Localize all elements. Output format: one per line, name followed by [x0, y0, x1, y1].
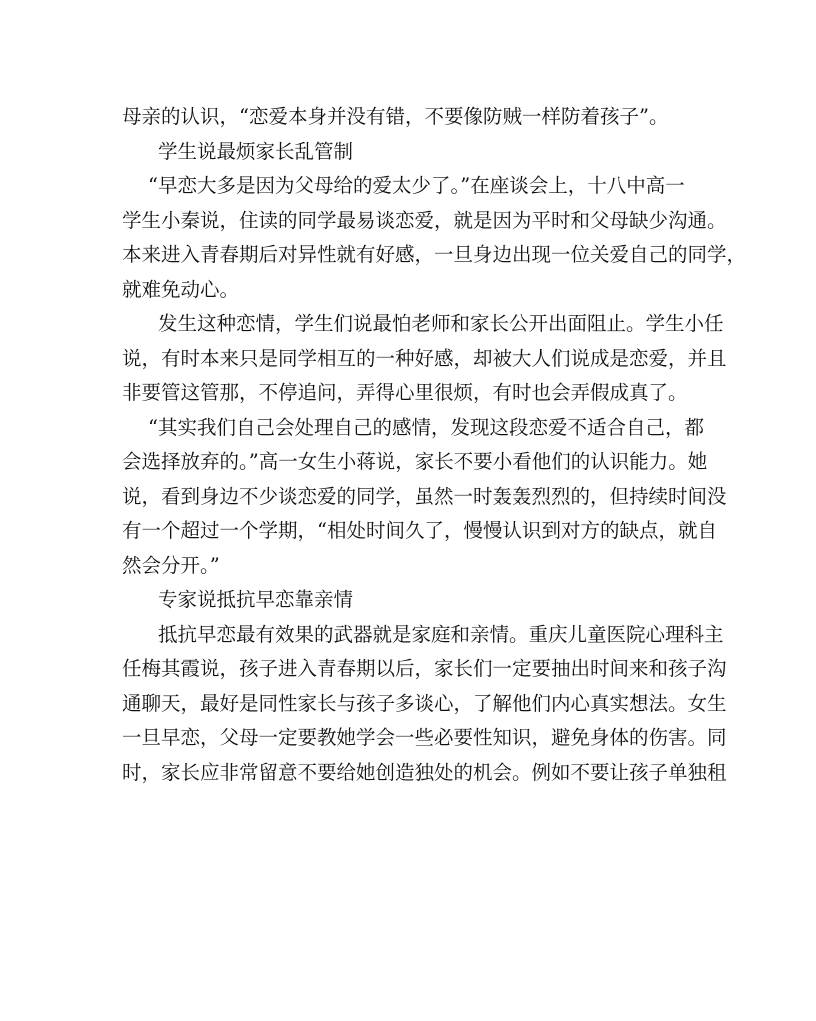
text-line: 说，有时本来只是同学相互的一种好感，却被大人们说成是恋爱，并且: [122, 346, 727, 370]
text-line: 会选择放弃的。”高一女生小蒋说，家长不要小看他们的认识能力。她: [122, 450, 708, 473]
text-line: 然会分开。”: [122, 553, 220, 577]
text-line: 发生这种恋情，学生们说最怕老师和家长公开出面阻止。学生小任: [158, 312, 724, 335]
text-line: 非要管这管那，不停追问，弄得心里很烦，有时也会弄假成真了。: [122, 381, 688, 404]
text-line: 任梅其霞说，孩子进入青春期以后，家长们一定要抽出时间来和孩子沟: [122, 657, 727, 680]
text-line: 母亲的认识，“恋爱本身并没有错，不要像防贼一样防着孩子”。: [122, 105, 669, 128]
text-line: 有一个超过一个学期，“相处时间久了，慢慢认识到对方的缺点，就自: [122, 519, 717, 542]
section-heading-students: 学生说最烦家长乱管制: [158, 139, 354, 163]
text-line: 就难免动心。: [122, 277, 240, 301]
text-line: 通聊天，最好是同性家长与孩子多谈心，了解他们内心真实想法。女生: [122, 691, 727, 715]
text-line: 本来进入青春期后对异性就有好感，一旦身边出现一位关爱自己的同学，: [122, 243, 747, 266]
text-line: 说，看到身边不少谈恋爱的同学，虽然一时轰轰烈烈的，但持续时间没: [122, 484, 727, 508]
text-line: 学生小秦说，住读的同学最易谈恋爱，就是因为平时和父母缺少沟通。: [122, 208, 727, 232]
text-line: 时，家长应非常留意不要给她创造独处的机会。例如不要让孩子单独租: [122, 760, 727, 784]
text-line: 抵抗早恋最有效果的武器就是家庭和亲情。重庆儿童医院心理科主: [158, 622, 724, 646]
text-line: 一旦早恋，父母一定要教她学会一些必要性知识，避免身体的伤害。同: [122, 726, 727, 749]
text-line: “早恋大多是因为父母给的爱太少了。”在座谈会上，十八中高一: [148, 174, 685, 197]
section-heading-experts: 专家说抵抗早恋靠亲情: [158, 588, 354, 611]
text-line: “其实我们自己会处理自己的感情，发现这段恋爱不适合自己，都: [148, 415, 704, 439]
article-body: [122, 100, 747, 790]
